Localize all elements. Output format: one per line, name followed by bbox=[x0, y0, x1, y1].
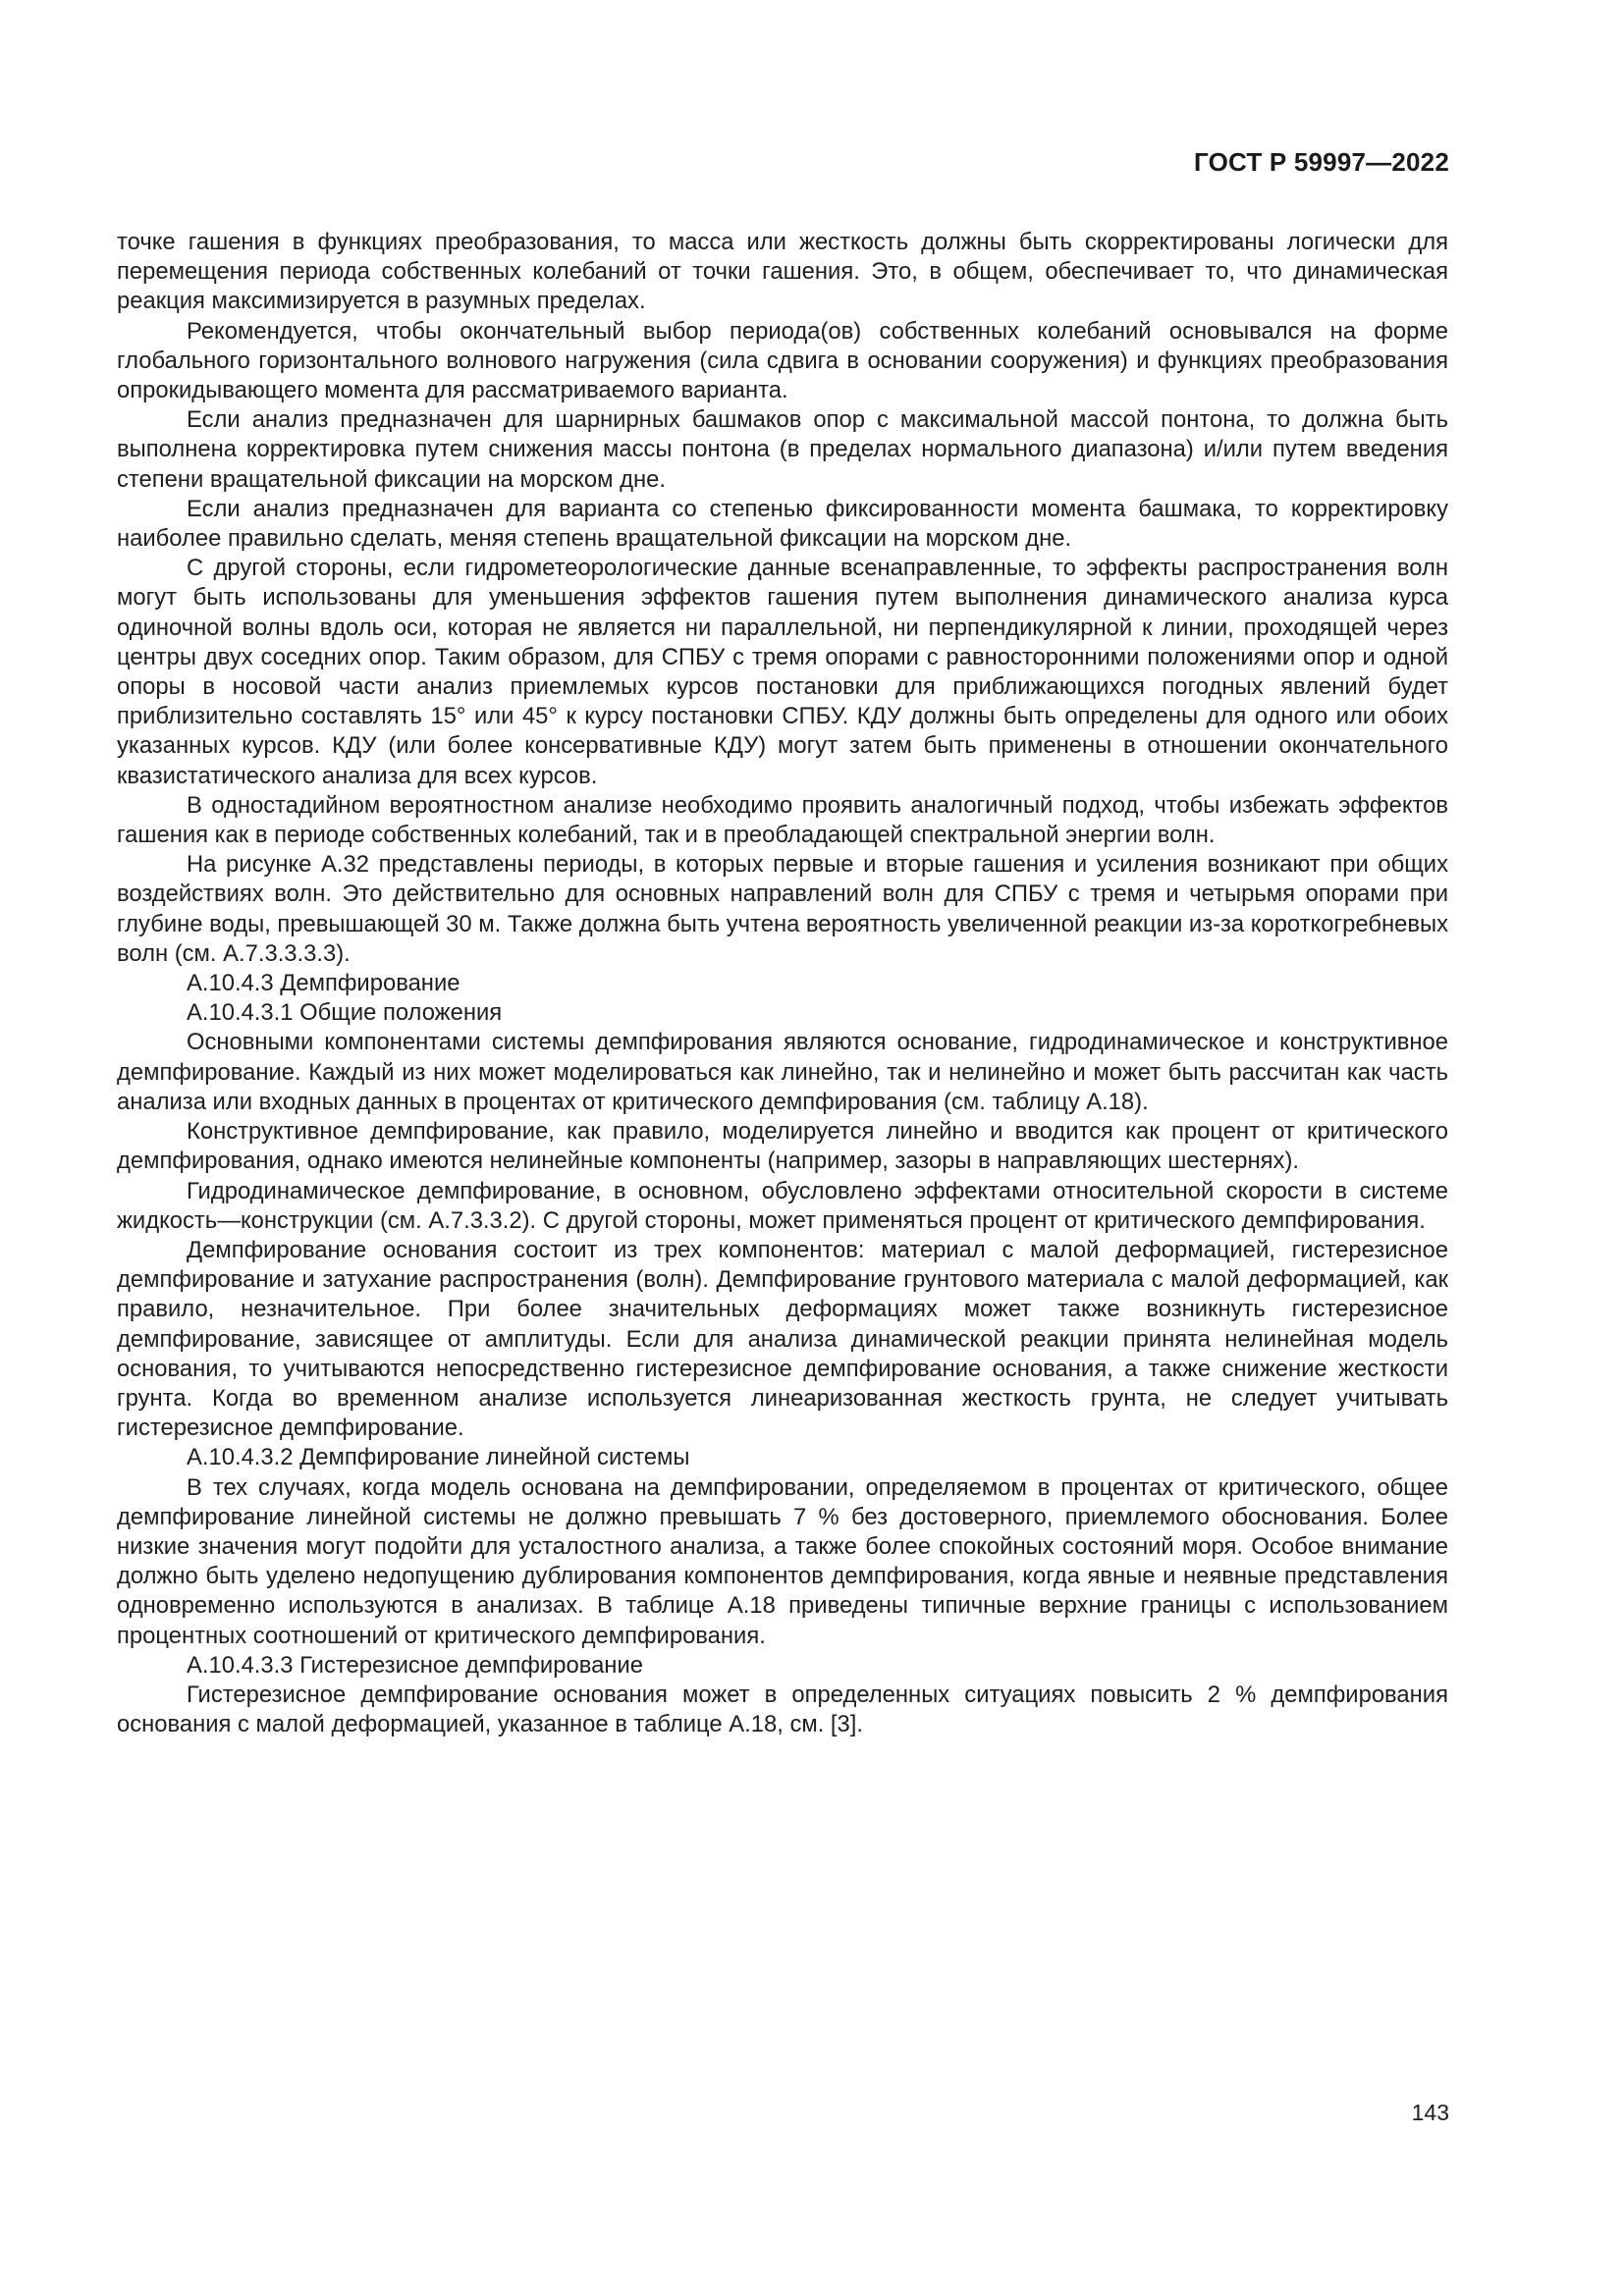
paragraph: В тех случаях, когда модель основана на демпфировании, определяемом в процентах от критического, общее демпфирование линейной системы не должно превышать 7 % без достоверного, приемлемого обоснования. Более низкие значения могут подойти для усталостного анализа, а также более спокойных состояний моря. Особое внимание должно быть уделено недопущению дублирования компонентов демпфирования, когда явные и неявные представления одновременно используются в анализах. В таблице А.18 приведены типичные верхние границы с использованием процентных соотношений от критического демпфирования. bbox=[117, 1473, 1448, 1649]
section-heading: А.10.4.3 Демпфирование bbox=[187, 970, 460, 997]
paragraph: Основными компонентами системы демпфирования являются основание, гидродинамическое и конструктивное демпфирование. Каждый из них может моделироваться как линейно, так и нелинейно и может быть рассчитан как часть анализа или входных данных в процентах от критического демпфирования (см. таблицу А.18). bbox=[117, 1029, 1448, 1115]
paragraph: Демпфирование основания состоит из трех компонентов: материал с малой деформацией, гистерезисное демпфирование и затухание распространения (волн). Демпфирование грунтового материала с малой деформацией, как правило, незначительное. При более значительных деформациях может также возникнуть гистерезисное демпфирование, зависящее от амплитуды. Если для анализа динамической реакции принята нелинейная модель основания, то учитываются непосредственно гистерезисное демпфирование основания, а также снижение жесткости грунта. Когда во временном анализе используется линеаризованная жесткость грунта, не следует учитывать гистерезисное демпфирование. bbox=[117, 1236, 1448, 1442]
paragraph: Если анализ предназначен для варианта со степенью фиксированности момента башмака, то корректировку наиболее правильно сделать, меняя степень вращательной фиксации на морском дне. bbox=[117, 495, 1448, 553]
paragraph: точке гашения в функциях преобразования, то масса или жесткость должны быть скорректированы логически для перемещения периода собственных колебаний от точки гашения. Это, в общем, обеспечивает то, что динамическая реакция максимизируется в разумных пределах. bbox=[117, 229, 1448, 315]
section-heading: А.10.4.3.3 Гистерезисное демпфирование bbox=[187, 1651, 643, 1679]
document-code-header: ГОСТ Р 59997—2022 bbox=[1194, 147, 1449, 177]
paragraph: На рисунке А.32 представлены периоды, в которых первые и вторые гашения и усиления возникают при общих воздействиях волн. Это действительно для основных направлений волн для СПБУ с тремя и четырьмя опорами при глубине воды, превышающей 30 м. Также должна быть учтена вероятность увеличенной реакции из-за короткогребневых волн (см. А.7.3.3.3.3). bbox=[117, 851, 1448, 967]
paragraph: В одностадийном вероятностном анализе необходимо проявить аналогичный подход, чтобы избежать эффектов гашения как в периоде собственных колебаний, так и в преобладающей спектральной энергии волн. bbox=[117, 791, 1448, 849]
section-heading: А.10.4.3.1 Общие положения bbox=[187, 999, 503, 1027]
paragraph: Рекомендуется, чтобы окончательный выбор периода(ов) собственных колебаний основывался на форме глобального горизонтального волнового нагружения (сила сдвига в основании сооружения) и функциях преобразования опрокидывающего момента для рассматриваемого варианта. bbox=[117, 317, 1448, 404]
paragraph: Гистерезисное демпфирование основания может в определенных ситуациях повысить 2 % демпфирования основания с малой деформацией, указанное в таблице А.18, см. [3]. bbox=[117, 1681, 1448, 1738]
paragraph: Если анализ предназначен для шарнирных башмаков опор с максимальной массой понтона, то должна быть выполнена корректировка путем снижения массы понтона (в пределах нормального диапазона) и/или путем введения степени вращательной фиксации на морском дне. bbox=[117, 406, 1448, 493]
page-number: 143 bbox=[1411, 2100, 1449, 2125]
body-text bbox=[117, 228, 1448, 1739]
section-heading: А.10.4.3.2 Демпфирование линейной системы bbox=[187, 1444, 690, 1471]
paragraph: С другой стороны, если гидрометеорологические данные всенаправленные, то эффекты распространения волн могут быть использованы для уменьшения эффектов гашения путем выполнения динамического анализа курса одиночной волны вдоль оси, которая не является ни параллельной, ни перпендикулярной к линии, проходящей через центры двух соседних опор. Таким образом, для СПБУ с тремя опорами с равносторонними положениями опор и одной опоры в носовой части анализ приемлемых курсов постановки для приближающихся погодных явлений будет приблизительно составлять 15° или 45° к курсу постановки СПБУ. КДУ должны быть определены для одного или обоих указанных курсов. КДУ (или более консервативные КДУ) могут затем быть применены в отношении окончательного квазистатического анализа для всех курсов. bbox=[117, 555, 1448, 789]
paragraph: Гидродинамическое демпфирование, в основном, обусловлено эффектами относительной скорости в системе жидкость—конструкции (см. А.7.3.3.2). С другой стороны, может применяться процент от критического демпфирования. bbox=[117, 1177, 1448, 1234]
paragraph: Конструктивное демпфирование, как правило, моделируется линейно и вводится как процент от критического демпфирования, однако имеются нелинейные компоненты (например, зазоры в направляющих шестернях). bbox=[117, 1118, 1448, 1175]
